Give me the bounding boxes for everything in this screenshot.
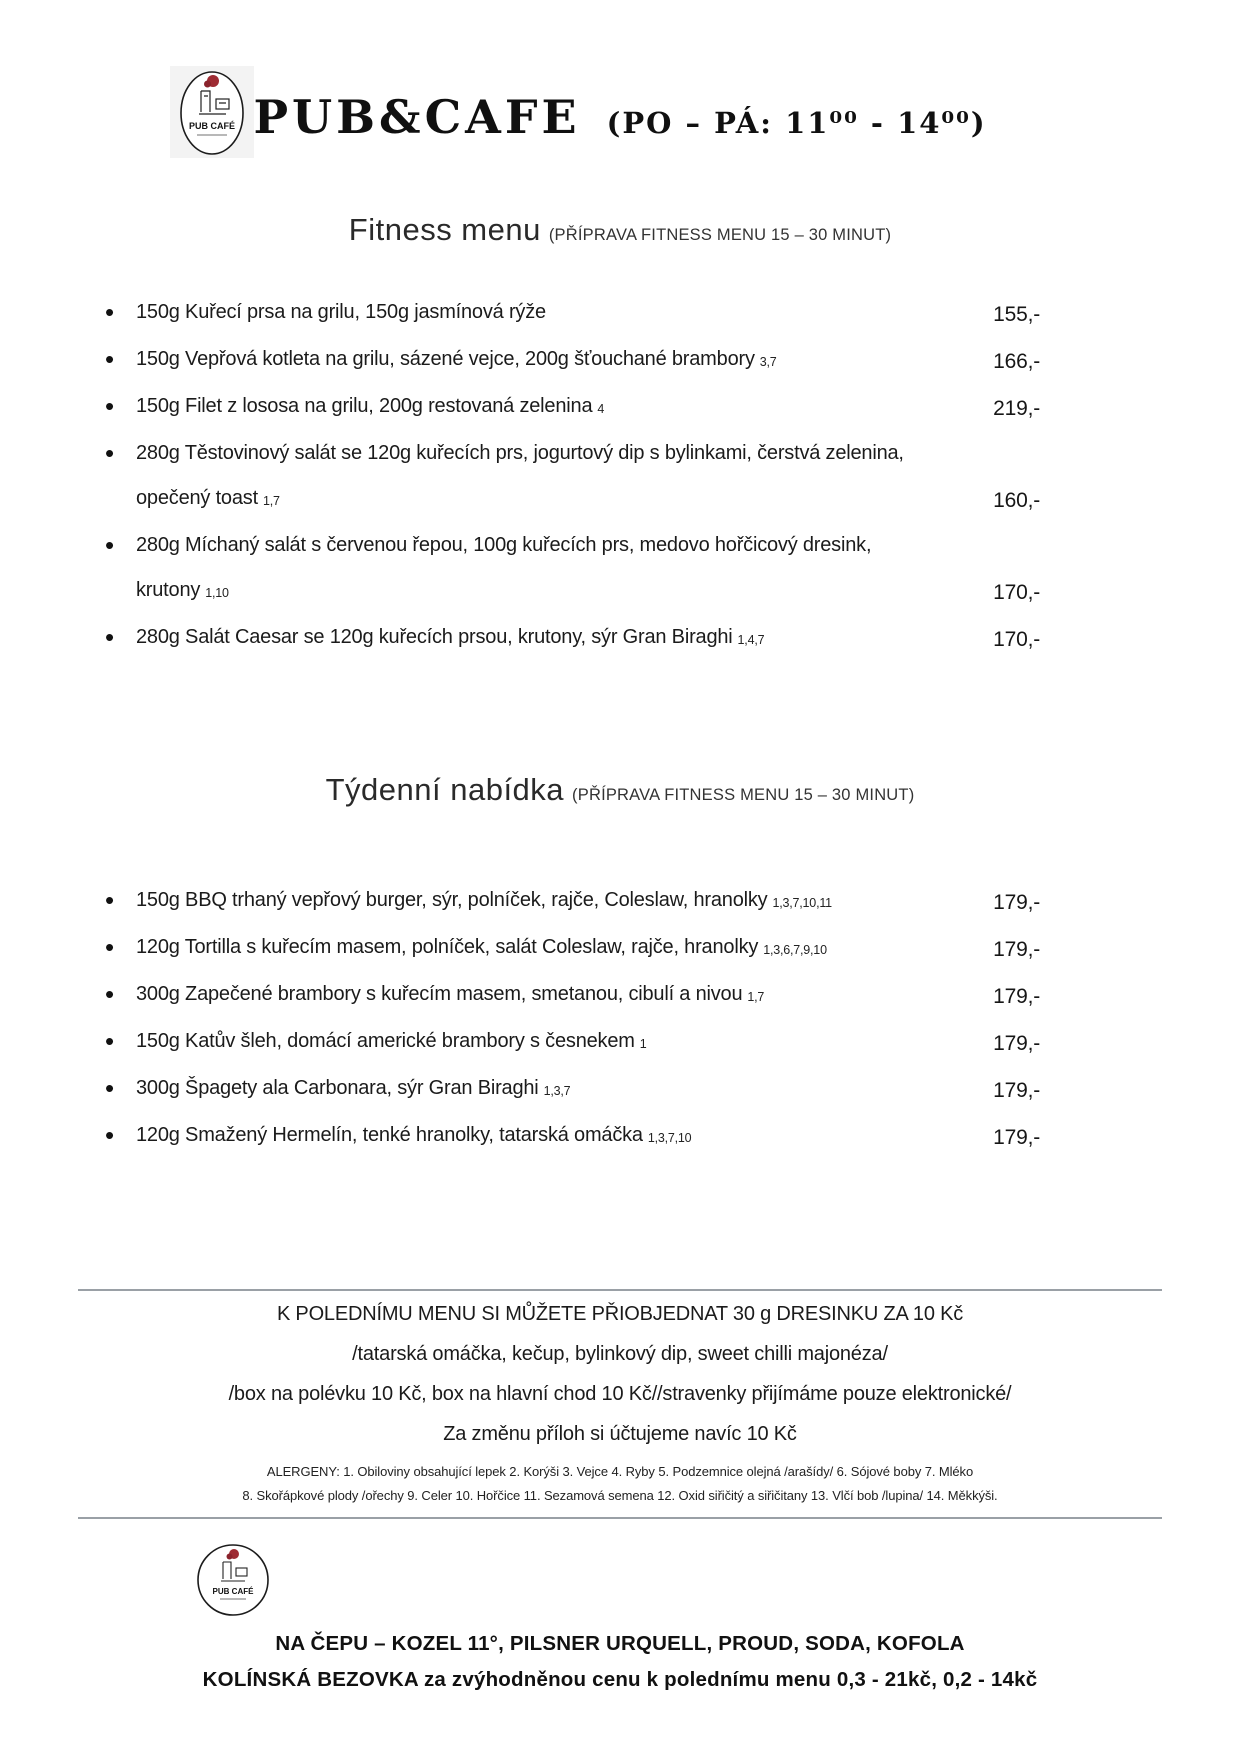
logo-bottom-image — [196, 1543, 270, 1617]
section-note: (PŘÍPRAVA FITNESS MENU 15 – 30 MINUT) — [572, 786, 915, 804]
bullet-icon — [105, 615, 114, 663]
item-price: 155,- — [993, 303, 1040, 326]
menu-item — [100, 523, 1040, 615]
item-text — [136, 431, 960, 523]
item-text — [136, 878, 960, 925]
item-price: 219,- — [993, 397, 1040, 420]
tap-list — [0, 1626, 1240, 1698]
bullet-icon — [105, 1066, 114, 1114]
item-description: 300g Špagety ala Carbonara, sýr Gran Biraghi — [136, 1077, 539, 1099]
allergen-line: 8. Skořápkové plody /ořechy 9. Celer 10. Hořčice 11. Sezamová semena 12. Oxid siřičitý a siřičitany 13. Vlčí bob /lupina/ 14. Měkkýši. — [242, 1488, 998, 1503]
item-allergens: 1,7 — [262, 494, 280, 508]
bullet-icon — [105, 1113, 114, 1161]
logo-tagline-mark — [220, 1598, 246, 1600]
bullet-icon — [105, 290, 114, 338]
opening-hours: (PO – PÁ: 11⁰⁰ - 14⁰⁰) — [606, 106, 987, 140]
menu-item — [100, 615, 1040, 662]
item-description: 280g Těstovinový salát se 120g kuřecích prs, jogurtový dip s bylinkami, čerstvá zelenina, opečený toast — [136, 442, 904, 509]
item-description: 280g Salát Caesar se 120g kuřecích prsou, krutony, sýr Gran Biraghi — [136, 626, 733, 648]
item-price: 179,- — [993, 938, 1040, 961]
menu-item — [100, 384, 1040, 431]
item-allergens: 4 — [597, 402, 605, 416]
item-text — [136, 972, 960, 1019]
bullet-icon — [105, 337, 114, 385]
bullet-icon — [105, 431, 114, 479]
item-text — [136, 1113, 960, 1160]
item-description: 150g Vepřová kotleta na grilu, sázené vejce, 200g šťouchané brambory — [136, 348, 755, 370]
item-text — [136, 1066, 960, 1113]
item-allergens: 1,3,6,7,9,10 — [763, 943, 827, 957]
footer-note-line: K POLEDNÍMU MENU SI MŮŽETE PŘIOBJEDNAT 30 g DRESINKU ZA 10 Kč — [276, 1303, 964, 1325]
item-allergens: 1,7 — [747, 990, 765, 1004]
menu-item — [100, 290, 1040, 337]
footer-note-line: Za změnu příloh si účtujeme navíc 10 Kč — [443, 1423, 797, 1445]
weekly-menu-list — [100, 878, 1040, 1160]
item-text — [136, 1019, 960, 1066]
item-price: 170,- — [993, 628, 1040, 651]
pub-cafe-logo-bottom — [196, 1543, 270, 1622]
item-description: 150g Kuřecí prsa na grilu, 150g jasmínová rýže — [136, 301, 546, 323]
item-allergens: 1 — [639, 1037, 647, 1051]
bullet-icon — [105, 925, 114, 973]
bullet-icon — [105, 1019, 114, 1067]
bullet-icon — [105, 878, 114, 926]
item-text — [136, 615, 960, 662]
menu-item — [100, 431, 1040, 523]
logo-wordmark: PUB CAFÉ — [188, 121, 236, 131]
menu-item — [100, 878, 1040, 925]
footer-note-line: /tatarská omáčka, kečup, bylinkový dip, sweet chilli majonéza/ — [352, 1343, 888, 1365]
item-price: 179,- — [993, 985, 1040, 1008]
item-description: 120g Smažený Hermelín, tenké hranolky, tatarská omáčka — [136, 1124, 643, 1146]
item-description: 150g Filet z lososa na grilu, 200g restovaná zelenina — [136, 395, 593, 417]
item-allergens: 1,3,7,10 — [647, 1131, 692, 1145]
logo-wordmark: PUB CAFÉ — [212, 1587, 254, 1596]
bullet-icon — [105, 972, 114, 1020]
page-title: PUB&CAFE — [253, 90, 581, 144]
item-price: 179,- — [993, 1079, 1040, 1102]
item-description: 280g Míchaný salát s červenou řepou, 100g kuřecích prs, medovo hořčicový dresink, krutony — [136, 534, 872, 601]
item-text — [136, 925, 960, 972]
item-allergens: 1,3,7,10,11 — [772, 896, 832, 910]
footer-note-line: /box na polévku 10 Kč, box na hlavní chod 10 Kč//stravenky přijímáme pouze elektronické/ — [228, 1383, 1012, 1405]
divider-top — [78, 1289, 1162, 1291]
item-description: 150g BBQ trhaný vepřový burger, sýr, polníček, rajče, Coleslaw, hranolky — [136, 889, 768, 911]
item-price: 179,- — [993, 891, 1040, 914]
bullet-icon — [105, 384, 114, 432]
divider-bottom — [78, 1517, 1162, 1519]
menu-item — [100, 1019, 1040, 1066]
menu-item — [100, 972, 1040, 1019]
bullet-icon — [105, 523, 114, 571]
menu-item — [100, 1113, 1040, 1160]
item-allergens: 1,4,7 — [737, 633, 765, 647]
item-description: 300g Zapečené brambory s kuřecím masem, smetanou, cibulí a nivou — [136, 983, 743, 1005]
section-heading-fitness — [0, 212, 1240, 248]
item-allergens: 1,10 — [205, 586, 229, 600]
section-heading-weekly — [0, 772, 1240, 808]
item-price: 170,- — [993, 581, 1040, 604]
section-title: Fitness menu — [348, 212, 541, 247]
fitness-menu-list — [100, 290, 1040, 662]
footer-notes — [0, 1294, 1240, 1508]
menu-item — [100, 1066, 1040, 1113]
menu-item — [100, 337, 1040, 384]
header — [0, 90, 1240, 144]
allergen-lines — [0, 1460, 1240, 1508]
item-description: 120g Tortilla s kuřecím masem, polníček, salát Coleslaw, rajče, hranolky — [136, 936, 759, 958]
tap-list-line: NA ČEPU – KOZEL 11°, PILSNER URQUELL, PROUD, SODA, KOFOLA — [275, 1632, 965, 1655]
section-title: Týdenní nabídka — [325, 772, 565, 807]
item-allergens: 3,7 — [759, 355, 777, 369]
item-price: 160,- — [993, 489, 1040, 512]
footer-note-lines — [0, 1294, 1240, 1454]
item-text — [136, 384, 960, 431]
item-price: 166,- — [993, 350, 1040, 373]
item-text — [136, 290, 960, 337]
item-description: 150g Katův šleh, domácí americké brambory s česnekem — [136, 1030, 635, 1052]
item-text — [136, 523, 960, 615]
tap-list-line: KOLÍNSKÁ BEZOVKA za zvýhodněnou cenu k polednímu menu 0,3 - 21kč, 0,2 - 14kč — [202, 1668, 1038, 1691]
allergen-line: ALERGENY: 1. Obiloviny obsahující lepek 2. Korýši 3. Vejce 4. Ryby 5. Podzemnice olejná /arašídy/ 6. Sójové boby 7. Mléko — [266, 1464, 974, 1479]
section-note: (PŘÍPRAVA FITNESS MENU 15 – 30 MINUT) — [548, 226, 892, 244]
item-price: 179,- — [993, 1126, 1040, 1149]
item-allergens: 1,3,7 — [543, 1084, 571, 1098]
menu-item — [100, 925, 1040, 972]
item-text — [136, 337, 960, 384]
item-price: 179,- — [993, 1032, 1040, 1055]
